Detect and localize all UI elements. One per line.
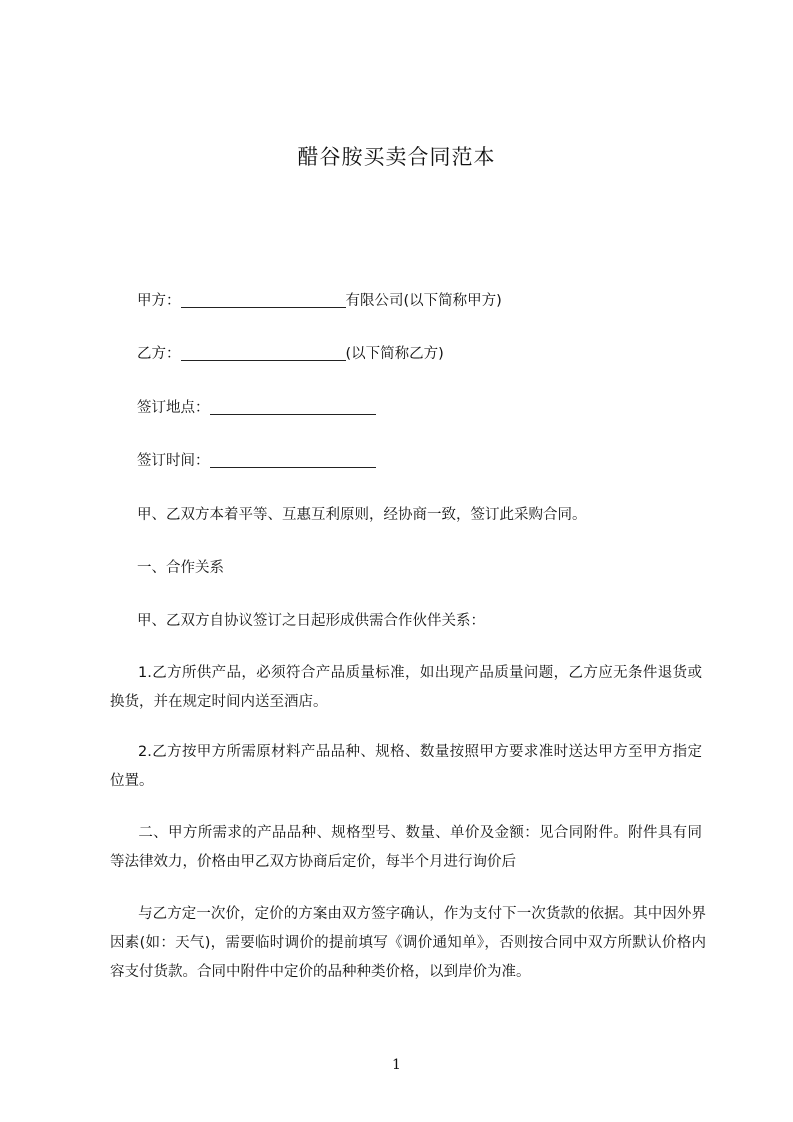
section2-cont-text: 与乙方定一次价，定价的方案由双方签字确认，作为支付下一次货款的依据。其中因外界因素(如：天气)，需要临时调价的提前填写《调价通知单》，否则按合同中双方所默认价格内容支付货款。合同中附件中定价的品种种类价格，以到岸价为准。 xyxy=(110,906,706,980)
document-title: 醋谷胺买卖合同范本 xyxy=(297,145,496,169)
party-b-suffix: (以下简称乙方) xyxy=(345,346,444,362)
sign-time-label: 签订时间： xyxy=(137,453,210,469)
party-b-label: 乙方： xyxy=(137,346,181,362)
party-b-blank xyxy=(181,344,346,361)
sign-time-line xyxy=(137,450,376,472)
section1-heading: 一、合作关系 xyxy=(137,560,224,576)
item-1-text: 1.乙方所供产品，必须符合产品质量标准，如出现产品质量问题，乙方应无条件退货或换货，并在规定时间内送至酒店。 xyxy=(110,665,702,710)
section1-text: 甲、乙双方自协议签订之日起形成供需合作伙伴关系： xyxy=(137,613,485,629)
sign-place-label: 签订地点： xyxy=(137,400,210,416)
section2-paragraph xyxy=(110,819,702,877)
item-2-text: 2.乙方按甲方所需原材料产品品种、规格、数量按照甲方要求准时送达甲方至甲方指定位置。 xyxy=(110,744,702,789)
item-1-paragraph xyxy=(110,659,702,717)
sign-place-line xyxy=(137,397,376,419)
sign-place-blank xyxy=(210,398,376,415)
party-a-suffix: 有限公司(以下简称甲方) xyxy=(345,293,502,309)
section2-continuation xyxy=(110,900,706,987)
party-a-label: 甲方： xyxy=(137,293,181,309)
intro-paragraph: 甲、乙双方本着平等、互惠互利原则，经协商一致，签订此采购合同。 xyxy=(137,507,587,523)
party-a-blank xyxy=(181,291,346,308)
page-number: 1 xyxy=(392,1057,401,1073)
sign-time-blank xyxy=(210,451,376,468)
section2-text: 二、甲方所需求的产品品种、规格型号、数量、单价及金额：见合同附件。附件具有同等法律效力，价格由甲乙双方协商后定价，每半个月进行询价后 xyxy=(110,825,702,870)
party-b-line xyxy=(137,343,444,365)
party-a-line xyxy=(137,290,502,312)
item-2-paragraph xyxy=(110,738,702,796)
